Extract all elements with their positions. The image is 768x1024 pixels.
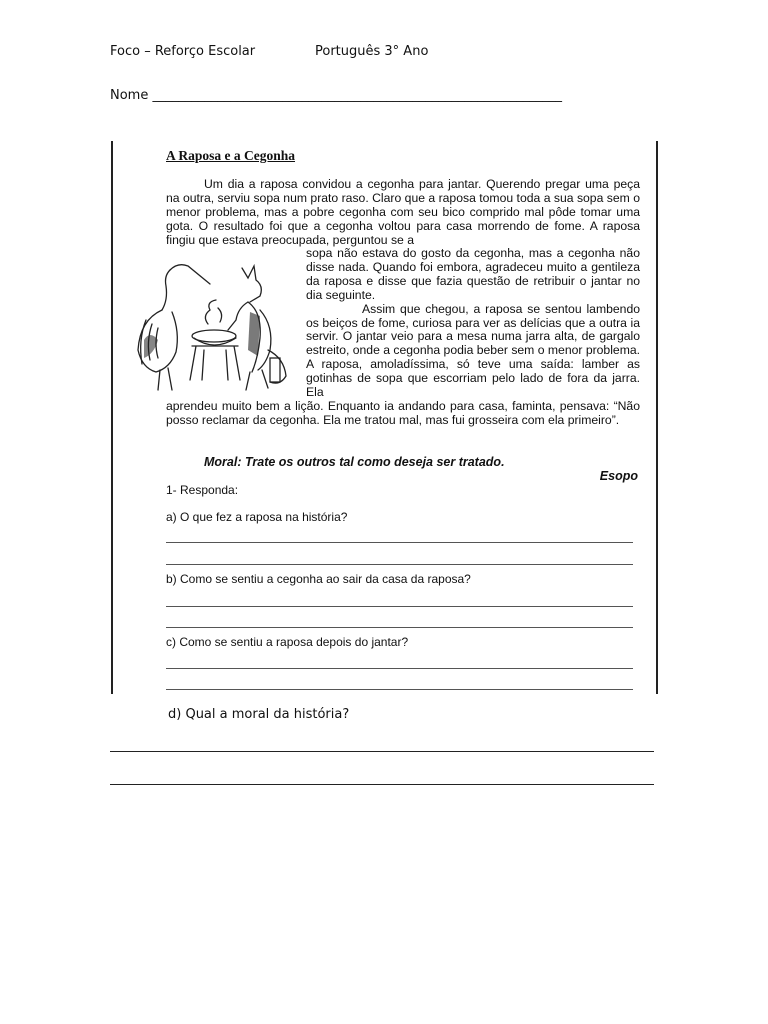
name-field[interactable]: Nome _______________________________________________________________: [110, 88, 562, 103]
story-text-2a: sopa não estava do gosto da cegonha, mas a cegonha não disse nada. Quando foi embora, agradeceu muito a gentileza da raposa e disse que fazia questão de retribuir o jantar no dia seguinte.: [306, 246, 640, 302]
story-author: Esopo: [599, 469, 638, 483]
answer-line-d1[interactable]: [110, 751, 654, 752]
answer-line-d2[interactable]: [110, 784, 654, 785]
answer-line-c1[interactable]: [166, 668, 633, 669]
story-text-1: Um dia a raposa convidou a cegonha para jantar. Querendo pregar uma peça na outra, serviu sopa num prato raso. Claro que a raposa tomou toda a sua sopa sem o menor problema, mas a pobre cegonha com seu bico comprido mal pôde tomar uma gota. O resultado foi que a cegonha voltou para casa morrendo de fome. A raposa fingiu que estava preocupada, perguntou se a: [166, 177, 640, 247]
story-paragraph-1: [166, 178, 640, 248]
story-moral: Moral: Trate os outros tal como deseja ser tratado.: [204, 455, 505, 469]
story-text-2b: Assim que chegou, a raposa se sentou lambendo os beiços de fome, curiosa para ver as delícias que a outra ia servir. O jantar veio para a mesa numa jarra alta, de gargalo estreito, onde a cegonha podia beber sem o menor problema. A raposa, amoladíssima, só teve uma saída: lamber as gotinhas de sopa que escorriam pelo lado de fora da jarra. Ela: [306, 301, 641, 400]
question-c: c) Como se sentiu a raposa depois do jantar?: [166, 635, 409, 649]
frame-right-border: [656, 141, 658, 694]
story-paragraph-2: [306, 247, 640, 400]
story-paragraph-3: aprendeu muito bem a lição. Enquanto ia andando para casa, faminta, pensava: “Não posso reclamar da cegonha. Ela me tratou mal, mas fui grosseira com ela primeiro”.: [166, 399, 640, 427]
answer-line-a1[interactable]: [166, 542, 633, 543]
question-d: d) Qual a moral da história?: [168, 707, 350, 722]
frame-left-border: [111, 141, 113, 694]
story-title: A Raposa e a Cegonha: [166, 148, 296, 163]
answer-line-a2[interactable]: [166, 564, 633, 565]
question-b: b) Como se sentiu a cegonha ao sair da casa da raposa?: [166, 572, 471, 586]
subject-grade: Português 3° Ano: [315, 44, 429, 59]
question-a: a) O que fez a raposa na história?: [166, 510, 348, 524]
fox-and-stork-illustration: [130, 250, 292, 395]
answer-line-b1[interactable]: [166, 606, 633, 607]
answer-line-c2[interactable]: [166, 689, 633, 690]
school-name: Foco – Reforço Escolar: [110, 44, 256, 59]
answer-line-b2[interactable]: [166, 627, 633, 628]
questions-heading: 1- Responda:: [166, 483, 239, 497]
